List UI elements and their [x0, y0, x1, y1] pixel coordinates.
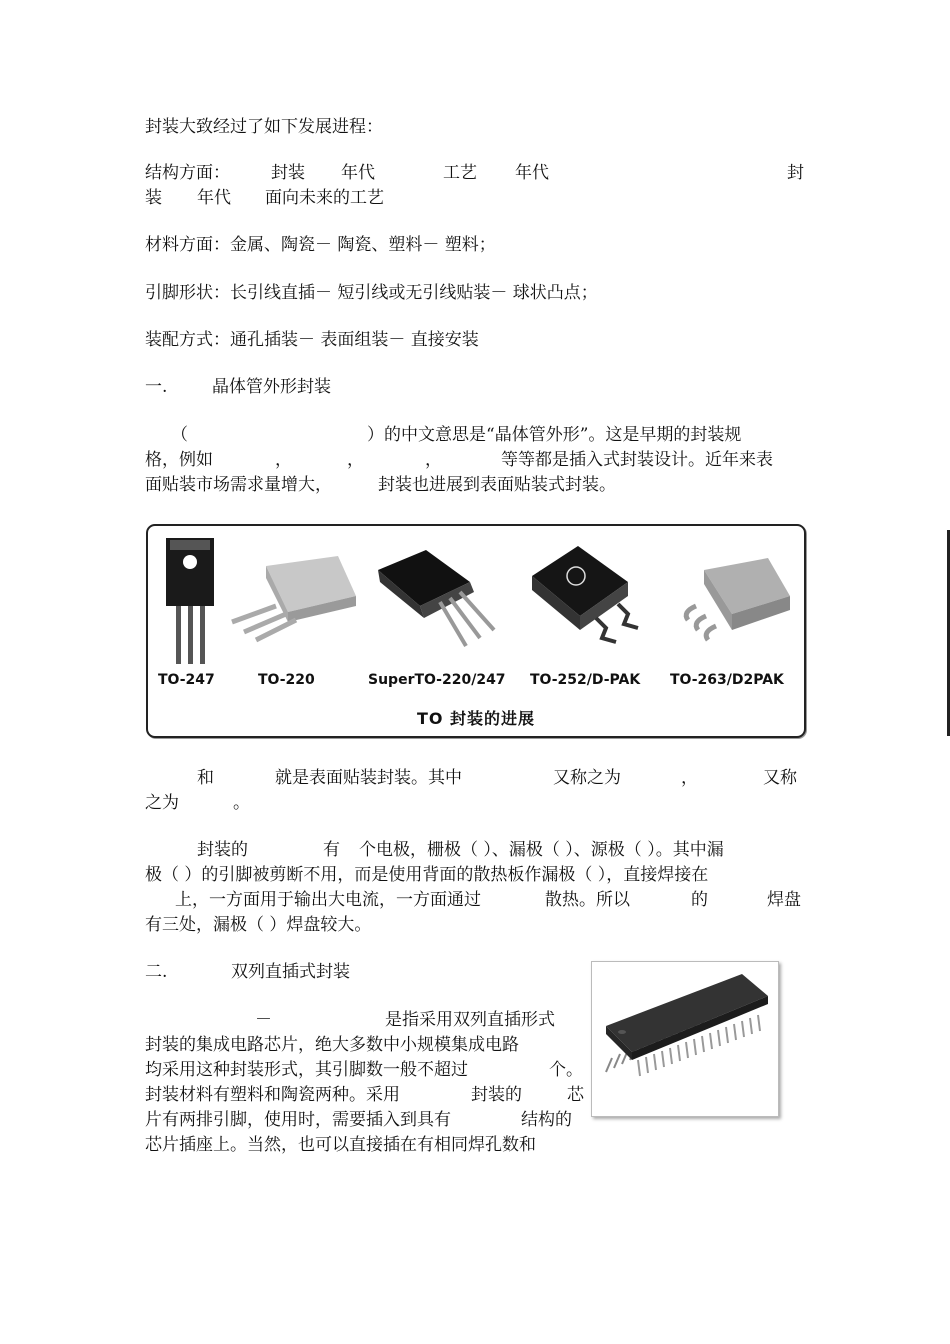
structure-seg: 工艺	[443, 163, 477, 183]
p2-line-1	[145, 768, 807, 788]
p2-line-2	[145, 793, 807, 813]
to-247-package	[166, 538, 214, 664]
text-seg: 封装的	[471, 1085, 522, 1105]
package-label: TO-247	[158, 672, 215, 688]
text-seg: ，	[347, 450, 364, 470]
text-seg: 片有两排引脚，使用时，需要插入到具有	[145, 1110, 451, 1130]
text-seg: ，	[681, 768, 698, 788]
package-label: TO-252/D-PAK	[530, 672, 641, 688]
to-252-dpak-package	[532, 546, 638, 642]
section-number: 二.	[145, 962, 168, 982]
superto-220-247-package	[378, 550, 494, 646]
text-seg: 又称之为	[553, 768, 621, 788]
structure-seg: 封	[787, 163, 804, 183]
intro-line: 封装大致经过了如下发展进程：	[145, 117, 383, 137]
text-seg: 封装也进展到表面贴装式封装。	[378, 475, 616, 495]
structure-seg: 封装	[271, 163, 305, 183]
p3-line-3	[145, 890, 807, 910]
dip-chip-image	[591, 961, 779, 1117]
structure-line-2	[145, 188, 807, 208]
p4-line-1	[145, 1010, 585, 1030]
text-seg: 封装的	[197, 840, 248, 860]
text-seg: 面贴装市场需求量增大，	[145, 475, 332, 495]
p1-line-3	[145, 475, 807, 495]
p4-line-6: 芯片插座上。当然，也可以直接插在有相同焊孔数和	[145, 1135, 536, 1155]
p4-line-3	[145, 1060, 585, 1080]
structure-seg: 年代	[341, 163, 375, 183]
structure-seg: 年代	[197, 188, 231, 208]
section-title: 双列直插式封装	[231, 962, 350, 982]
text-seg: 结构的	[521, 1110, 572, 1130]
text-seg: ，	[425, 450, 442, 470]
p4-line-2: 封装的集成电路芯片，绝大多数中小规模集成电路	[145, 1035, 519, 1055]
to-220-package	[232, 556, 356, 640]
package-label: SuperTO-220/247	[368, 672, 506, 688]
text-seg: 芯	[567, 1085, 584, 1105]
text-seg: 散热。所以	[545, 890, 630, 910]
section-title: 晶体管外形封装	[212, 377, 331, 397]
p1-line-1	[145, 425, 807, 445]
text-seg: 均采用这种封装形式，其引脚数一般不超过	[145, 1060, 468, 1080]
text-seg: 上，一方面用于输出大电流，一方面通过	[175, 890, 481, 910]
structure-label: 结构方面：	[145, 163, 230, 183]
package-label: TO-220	[258, 672, 315, 688]
text-seg: 就是表面贴装封装。其中	[275, 768, 462, 788]
text-seg: 。	[233, 793, 250, 813]
p3-line-2: 极（ ）的引脚被剪断不用，而是使用背面的散热板作漏极（ ），直接焊接在	[145, 865, 709, 885]
text-seg: 等等都是插入式封装设计。近年来表	[501, 450, 773, 470]
section-number: 一.	[145, 377, 168, 397]
to-263-d2pak-package	[686, 558, 790, 640]
text-seg: ）的中文意思是“晶体管外形”。这是早期的封装规	[367, 425, 742, 445]
p4-line-4	[145, 1085, 585, 1105]
text-seg: 格，例如	[145, 450, 213, 470]
material-line: 材料方面：金属、陶瓷－ 陶瓷、塑料－ 塑料；	[145, 235, 496, 255]
text-seg: （	[171, 425, 188, 445]
package-label: TO-263/D2PAK	[670, 672, 784, 688]
text-seg: －	[255, 1010, 272, 1030]
section-1-heading	[145, 377, 807, 397]
p1-line-2	[145, 450, 807, 470]
text-seg: 和	[197, 768, 214, 788]
p4-line-5	[145, 1110, 585, 1130]
figure-caption: TO 封装的进展	[416, 709, 536, 728]
text-seg: 是指采用双列直插形式	[385, 1010, 555, 1030]
structure-seg: 装	[145, 188, 162, 208]
text-seg: ，	[275, 450, 292, 470]
to-package-figure	[146, 524, 806, 738]
text-seg: 个。	[549, 1060, 583, 1080]
text-seg: 个电极，栅极（ ）、漏极（ ）、源极（ ）。其中漏	[359, 840, 724, 860]
text-seg: 焊盘	[767, 890, 801, 910]
structure-line-1	[145, 163, 807, 183]
dip-chip-illustration	[592, 962, 778, 1116]
text-seg: 之为	[145, 793, 179, 813]
section-2-heading	[145, 962, 585, 982]
text-seg: 有	[323, 840, 340, 860]
structure-seg: 年代	[515, 163, 549, 183]
p3-line-1	[145, 840, 807, 860]
p3-line-4: 有三处，漏极（ ）焊盘较大。	[145, 915, 372, 935]
pins-line: 引脚形状：长引线直插－ 短引线或无引线贴装－ 球状凸点；	[145, 283, 598, 303]
text-seg: 封装材料有塑料和陶瓷两种。采用	[145, 1085, 400, 1105]
structure-seg: 面向未来的工艺	[265, 188, 384, 208]
text-seg: 的	[691, 890, 708, 910]
assembly-line: 装配方式：通孔插装－ 表面组装－ 直接安装	[145, 330, 479, 350]
text-seg: 又称	[763, 768, 797, 788]
